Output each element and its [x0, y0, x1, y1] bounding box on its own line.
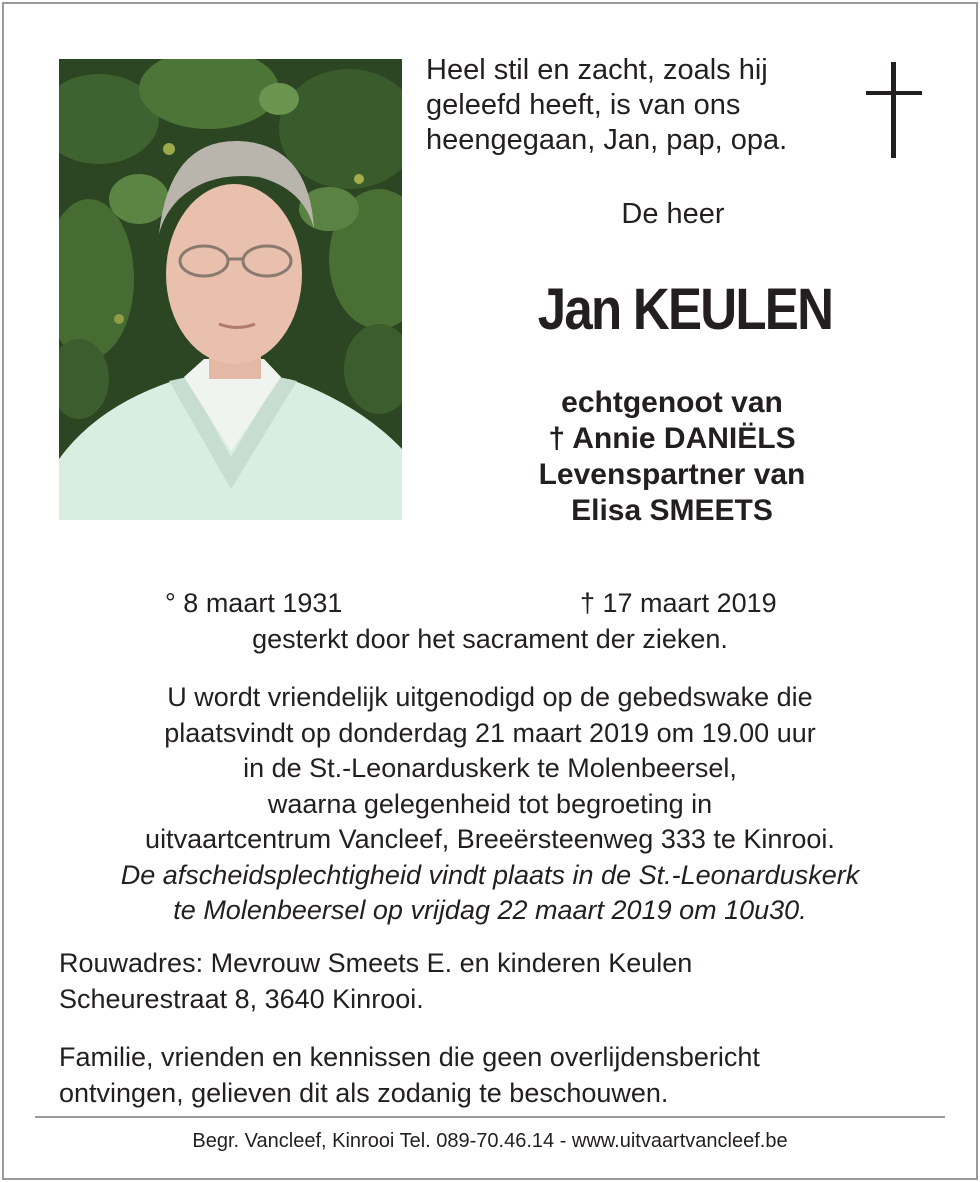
relation-line: Elisa SMEETS: [571, 494, 773, 527]
death-date: † 17 maart 2019: [580, 588, 777, 618]
relation-line: Levenspartner van: [538, 458, 806, 491]
invitation-text: [0, 680, 980, 929]
invitation-line: in de St.-Leonarduskerk te Molenbeersel,: [243, 753, 737, 783]
ceremony-line: te Molenbeersel op vrijdag 22 maart 2019 om 10u30.: [173, 895, 807, 925]
invitation-line: U wordt vriendelijk uitgenodigd op de gebedswake die: [167, 682, 813, 712]
relation-line: echtgenoot van: [561, 386, 783, 419]
address-line: Rouwadres: Mevrouw Smeets E. en kinderen Keulen: [59, 948, 693, 978]
cross-icon: [866, 62, 922, 158]
sacrament-line: gesterkt door het sacrament der zieken.: [252, 624, 728, 654]
notice-line: ontvingen, gelieven dit als zodanig te beschouwen.: [59, 1077, 669, 1108]
invitation-line: uitvaartcentrum Vancleef, Breeërsteenweg 333 te Kinrooi.: [145, 824, 835, 854]
address-line: Scheurestraat 8, 3640 Kinrooi.: [59, 983, 424, 1014]
ceremony-line: De afscheidsplechtigheid vindt plaats in de St.-Leonarduskerk: [120, 859, 860, 890]
footer-credit: Begr. Vancleef, Kinrooi Tel. 089-70.46.14 - www.uitvaartvancleef.be: [192, 1130, 788, 1152]
deceased-name: Jan KEULEN: [537, 277, 833, 342]
intro-line: heengegaan, Jan, pap, opa.: [426, 124, 788, 156]
portrait-photo: [59, 59, 402, 520]
portrait-illustration: [59, 59, 402, 520]
notice-line: Familie, vrienden en kennissen die geen overlijdensbericht: [59, 1042, 760, 1072]
salutation: De heer: [621, 198, 725, 230]
relation-line: † Annie DANIËLS: [548, 422, 796, 455]
footer-divider: [35, 1116, 945, 1118]
invitation-line: waarna gelegenheid tot begroeting in: [267, 788, 713, 819]
relations: [460, 385, 884, 529]
notice-text: [59, 1040, 939, 1111]
mourning-address: [59, 946, 919, 1017]
invitation-line: plaatsvindt op donderdag 21 maart 2019 om 19.00 uur: [164, 717, 816, 748]
intro-line: Heel stil en zacht, zoals hij: [426, 54, 768, 86]
intro-text: [426, 53, 846, 158]
birth-date: ° 8 maart 1931: [165, 588, 343, 618]
intro-line: geleefd heeft, is van ons: [426, 89, 741, 121]
